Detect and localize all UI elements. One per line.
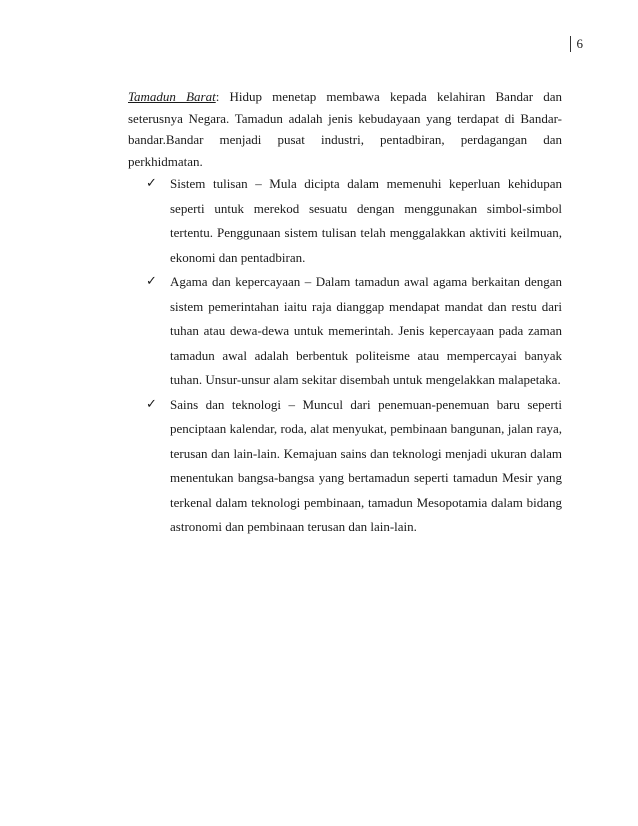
- bullet-item: [128, 393, 562, 540]
- bullet-list: [128, 172, 562, 540]
- checkmark-icon: ✓: [146, 274, 157, 289]
- bullet-text: Agama dan kepercayaan – Dalam tamadun awal agama berkaitan dengan sistem pemerintahan iaitu raja dianggap mendapat mandat dan restu dari tuhan atau dewa-dewa untuk memerintah. Jenis kepercayaan pada zaman tamadun awal adalah berbentuk politeisme atau mempercayai banyak tuhan. Unsur-unsur alam sekitar disembah untuk mengelakkan malapetaka.: [170, 274, 562, 387]
- intro-term: Tamadun Barat: [128, 89, 216, 104]
- intro-text: : Hidup menetap membawa kepada kelahiran Bandar dan seterusnya Negara. Tamadun adalah jenis kebudayaan yang terdapat di Bandar-bandar.Bandar menjadi pusat industri, pentadbiran, perdagangan dan perkhidmatan.: [128, 89, 562, 169]
- bullet-text: Sistem tulisan – Mula dicipta dalam memenuhi keperluan kehidupan seperti untuk merekod sesuatu dengan menggunakan simbol-simbol tertentu. Penggunaan sistem tulisan telah menggalakkan aktiviti keilmuan, ekonomi dan pentadbiran.: [170, 176, 562, 265]
- bullet-item: [128, 172, 562, 270]
- checkmark-icon: ✓: [146, 396, 157, 412]
- bullet-item: [128, 270, 562, 393]
- page-number-text: 6: [576, 36, 583, 51]
- page-number: [570, 36, 584, 52]
- intro-paragraph: [128, 86, 562, 172]
- document-body: [128, 86, 562, 540]
- page-number-divider: [570, 36, 571, 52]
- checkmark-icon: ✓: [146, 176, 157, 191]
- bullet-text: Sains dan teknologi – Muncul dari penemuan-penemuan baru seperti penciptaan kalendar, roda, alat menyukat, pembinaan bangunan, jalan raya, terusan dan lain-lain. Kemajuan sains dan teknologi menjadi ukuran dalam menentukan bangsa-bangsa yang bertamadun seperti tamadun Mesir yang terkenal dalam teknologi pembinaan, tamadun Mesopotamia dalam bidang astronomi dan pembinaan terusan dan lain-lain.: [170, 396, 562, 534]
